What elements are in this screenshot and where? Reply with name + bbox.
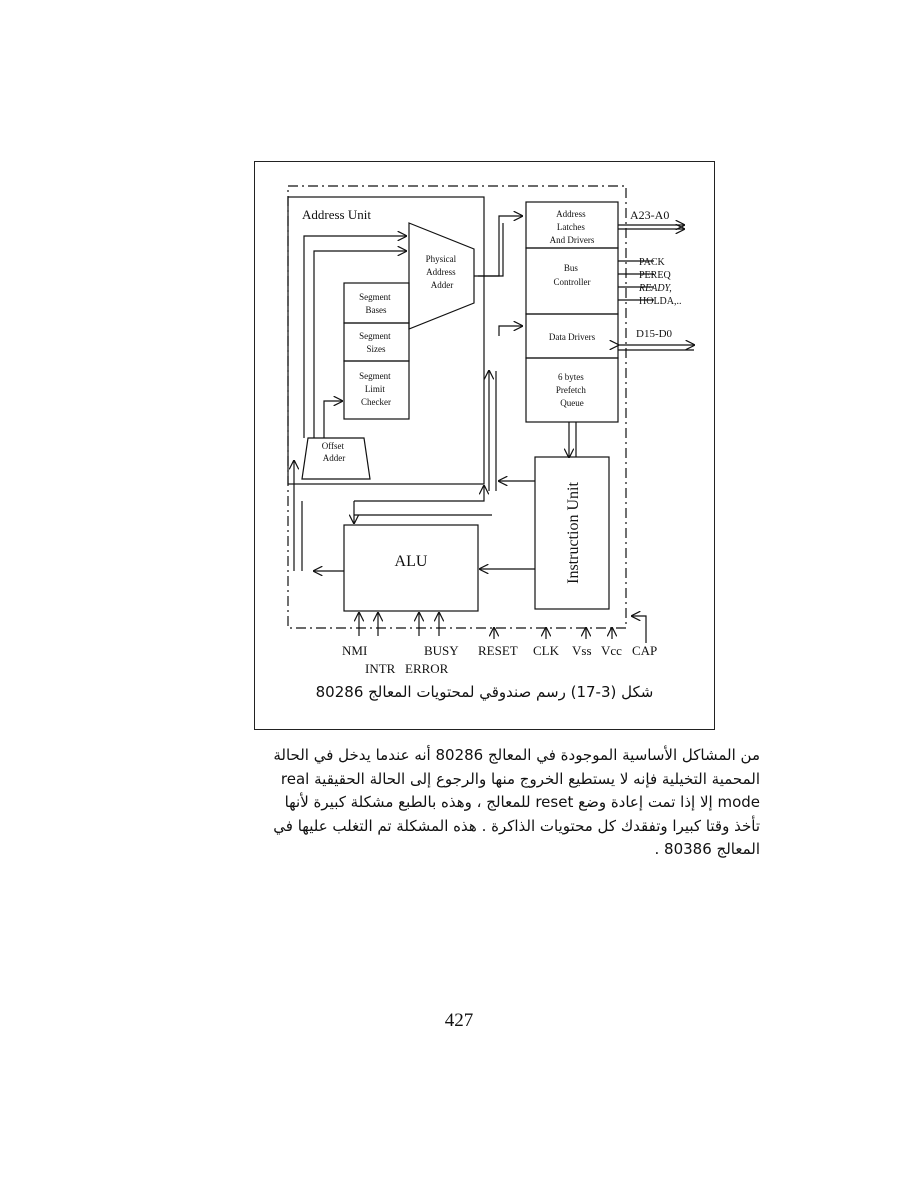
signal-busy: BUSY [424, 643, 459, 658]
bus-controller-label: Bus Controller [553, 263, 591, 287]
segment-bases-box [344, 283, 409, 323]
page-number: 427 [444, 1010, 474, 1031]
text-line: mode إلا إذا تمت إعادة وضع reset للمعالج ، وهذه بالطبع مشكلة كبيرة لأنها [284, 793, 760, 811]
block-diagram [254, 161, 715, 730]
offset-adder-label: Offset Adder [321, 441, 346, 463]
address-bus-label: A23-A0 [630, 208, 670, 222]
control-signal-pack: PACK [639, 257, 665, 268]
alu-label: ALU [394, 553, 428, 570]
prefetch-queue-label: 6 bytes Prefetch Queue [555, 372, 586, 408]
data-drivers-label: Data Drivers [548, 332, 596, 342]
figure-caption: شكل (3-17) رسم صندوقي لمحتويات المعالج 80286 [315, 683, 654, 701]
data-bus-label: D15-D0 [636, 328, 673, 340]
text-line: المعالج 80386 . [654, 840, 760, 858]
text-line: من المشاكل الأساسية الموجودة في المعالج 80286 أنه عندما يدخل في الحالة [273, 746, 760, 764]
signal-intr: INTR [365, 661, 396, 676]
signal-clk: CLK [533, 643, 559, 658]
control-signal-holda: HOLDA,.. [639, 296, 682, 307]
signal-nmi: NMI [342, 643, 368, 658]
address-unit-label: Address Unit [302, 207, 371, 222]
text-line: تأخذ وقتا كبيرا وتفقدك كل محتويات الذاكرة . هذه المشكلة تم التغلب عليها في [273, 816, 760, 835]
address-latches-label: Address Latches And Drivers [549, 209, 595, 245]
segment-sizes-box [344, 323, 409, 361]
segment-limit-label: Segment Limit Checker [359, 371, 391, 407]
control-signal-ready: READY, [639, 283, 672, 294]
text-line: المحمية التخيلية فإنه لا يستطيع الخروج منها والرجوع إلى الحالة الحقيقية real [280, 769, 760, 788]
physical-adder-label: Physical Address Adder [425, 254, 457, 290]
signal-error: ERROR [405, 661, 449, 676]
segment-sizes-label: Segment Sizes [359, 331, 391, 354]
body-paragraph [240, 744, 760, 862]
segment-bases-label: Segment Bases [359, 292, 391, 315]
signal-cap: CAP [632, 643, 658, 658]
control-signal-pereq: PEREQ [639, 270, 671, 281]
signal-vss: Vss [572, 643, 592, 658]
instruction-unit-label: Instruction Unit [565, 482, 582, 584]
signal-vcc: Vcc [601, 643, 622, 658]
signal-reset: RESET [478, 643, 518, 658]
